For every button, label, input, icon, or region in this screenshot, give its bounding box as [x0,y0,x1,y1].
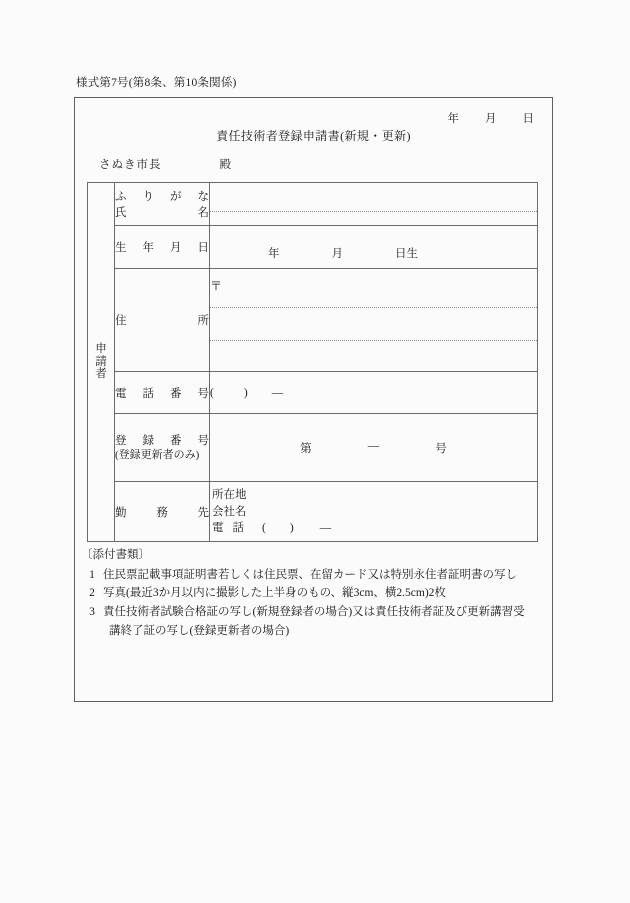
attachment-number: 1 [89,568,95,581]
birth-char-2: 年 [142,242,154,254]
label-birth-date [115,226,210,269]
workplace-paren-open: ( [262,522,266,535]
label-furigana-name [115,183,210,226]
addressee-honorific: 殿 [219,159,231,171]
date-day-label: 日 [522,113,534,125]
addressee-recipient: さぬき市長 [99,159,162,171]
furigana-dotted-line [210,211,537,212]
name-char-1: 氏 [115,207,127,219]
label-registration-note: (登録更新者のみ) [115,449,200,462]
attachment-text-continuation: 講終了証の写し(登録更新者の場合) [109,624,290,637]
table-row-address [88,269,538,372]
birth-char-3: 月 [170,242,182,254]
applicant-table [87,182,538,542]
attachment-text: 写真(最近3か月以内に撮影した上半身のもの、縦3cm、横2.5cm)2枚 [103,587,446,600]
registration-dai: 第 [300,442,312,455]
page-frame [74,97,553,702]
reg-char-3: 番 [170,435,182,448]
attachment-number: 2 [89,587,95,600]
attachment-item [81,584,547,603]
label-address [115,269,210,372]
field-address[interactable] [210,269,538,372]
birth-char-4: 日 [197,242,209,254]
address-write-area[interactable] [210,269,537,371]
field-registration-number[interactable] [210,414,538,482]
workplace-char-2: 務 [156,506,168,519]
table-row-registration-number [88,414,538,482]
label-workplace [115,482,210,542]
postal-mark-icon: 〒 [210,279,222,293]
attachments-section [81,546,547,640]
workplace-paren-close: ) [289,522,294,535]
furigana-char-4: な [197,191,209,203]
table-row-birth-date [88,226,538,269]
furigana-char-2: り [142,191,154,203]
table-row-furigana-name [88,183,538,226]
field-birth-date[interactable] [210,226,538,269]
attachment-item [81,566,547,585]
applicant-label-char-1: 申 [95,343,107,356]
field-furigana-name[interactable] [210,183,538,226]
attachment-number: 3 [89,605,95,618]
registration-dash: — [367,439,380,452]
furigana-char-1: ふ [115,191,127,203]
document-title: 責任技術者登録申請書(新規・更新) [216,129,411,143]
reg-char-1: 登 [115,435,127,448]
workplace-location-label: 所在地 [212,489,247,501]
phone-paren-close: ) [243,386,248,399]
attachment-item [81,603,547,622]
name-write-area[interactable] [210,183,537,225]
phone-char-4: 号 [197,387,209,400]
attachment-text: 責任技術者試験合格証の写し(新規登録者の場合)又は責任技術者証及び更新講習受 [103,605,525,618]
birth-char-1: 生 [115,242,127,254]
workplace-phone-char-2: 話 [232,522,244,535]
applicant-vertical-label [88,183,115,542]
furigana-char-3: が [170,191,182,203]
name-char-2: 名 [197,207,209,219]
birth-month-label: 月 [331,248,343,260]
table-row-phone [88,372,538,414]
workplace-company-label: 会社名 [212,505,247,518]
label-furigana [115,188,209,204]
form-number: 様式第7号(第8条、第10条関係) [76,77,237,89]
attachment-text: 住民票記載事項証明書若しくは住民票、在留カード又は特別永住者証明書の写し [103,568,517,581]
label-name [115,204,209,220]
field-phone[interactable] [210,372,538,414]
addressee [99,156,231,172]
field-workplace[interactable] [210,482,538,542]
date-line [448,110,535,126]
phone-char-2: 話 [142,387,154,400]
birth-year-label: 年 [268,248,280,260]
applicant-label-char-3: 者 [95,368,107,381]
workplace-char-1: 勤 [115,506,127,519]
birth-day-label: 日生 [395,248,418,260]
date-month-label: 月 [485,113,497,125]
label-registration-number [115,414,210,482]
workplace-phone-char-1: 電 [212,522,224,535]
date-year-label: 年 [447,113,459,125]
address-dotted-line-2 [210,340,537,341]
phone-char-3: 番 [170,387,182,400]
workplace-dash: — [319,522,332,535]
reg-char-4: 号 [197,435,209,448]
phone-dash: — [271,386,284,399]
reg-char-2: 録 [142,435,154,448]
applicant-label-char-2: 請 [95,355,107,368]
address-char-1: 住 [115,315,127,327]
registration-gou: 号 [435,442,447,455]
workplace-phone-row [212,520,537,537]
label-phone [115,372,210,414]
workplace-char-3: 先 [197,506,209,519]
phone-paren-open: ( [210,386,214,399]
address-dotted-line-1 [210,307,537,308]
phone-char-1: 電 [115,387,127,400]
attachments-title: 〔添付書類〕 [81,549,150,561]
address-char-2: 所 [197,315,209,327]
table-row-workplace [88,482,538,542]
